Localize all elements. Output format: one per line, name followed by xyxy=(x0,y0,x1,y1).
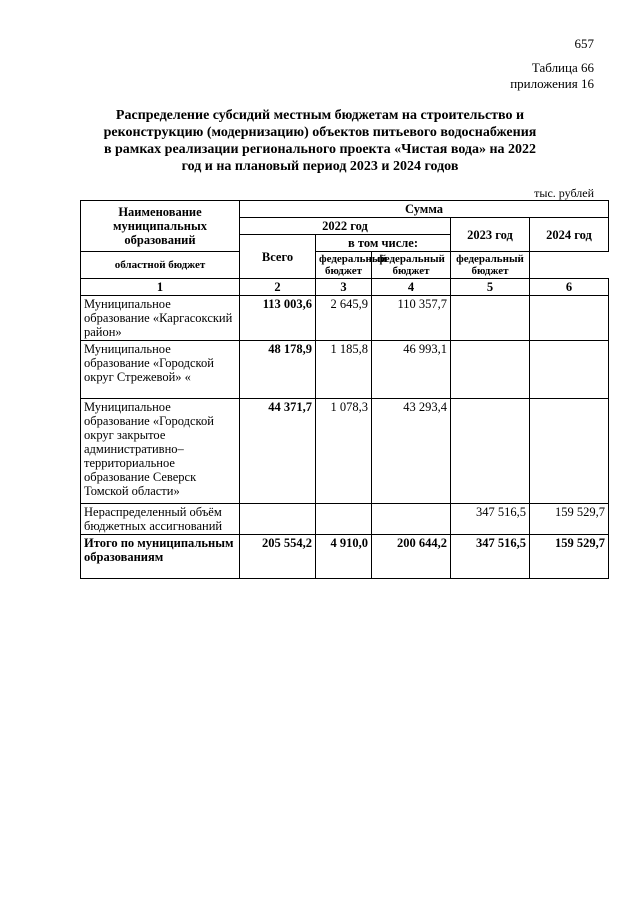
column-number: 3 xyxy=(316,279,372,296)
table-row xyxy=(81,504,609,535)
municipality-name: Муниципальное образование «Городской округ Стрежевой» « xyxy=(81,341,240,399)
year-2024-value xyxy=(530,341,609,399)
year-2024-value xyxy=(530,399,609,504)
table-reference xyxy=(510,60,594,92)
totals-total-value: 205 554,2 xyxy=(240,535,316,579)
header-federal-budget-2024: федеральный бюджет xyxy=(451,252,530,279)
header-including: в том числе: xyxy=(316,235,451,252)
subsidy-table xyxy=(80,200,609,579)
header-sum: Сумма xyxy=(240,201,609,218)
totals-federal-2022-value: 200 644,2 xyxy=(372,535,451,579)
total-value: 48 178,9 xyxy=(240,341,316,399)
units-label: тыс. рублей xyxy=(534,186,594,200)
header-municipality: Наименование муниципальных образований xyxy=(81,201,240,252)
header-year-2023: 2023 год xyxy=(451,218,530,252)
total-value: 44 371,7 xyxy=(240,399,316,504)
document-title: Распределение субсидий местным бюджетам на строительство и реконструкцию (модернизацию) объектов питьевого водоснабжения в рамках реализации регионального проекта «Чистая вода» на 2022 год и на плановый период 2023 и 2024 годов xyxy=(103,108,537,174)
page-number: 657 xyxy=(574,36,594,51)
total-value: 113 003,6 xyxy=(240,296,316,341)
regional-value: 2 645,9 xyxy=(316,296,372,341)
table-row xyxy=(81,296,609,341)
header-total: Всего xyxy=(240,235,316,279)
regional-value: 1 078,3 xyxy=(316,399,372,504)
municipality-name: Муниципальное образование «Каргасокский район» xyxy=(81,296,240,341)
totals-year-2023-value: 347 516,5 xyxy=(451,535,530,579)
column-number: 5 xyxy=(451,279,530,296)
year-2023-value xyxy=(451,296,530,341)
regional-value xyxy=(316,504,372,535)
totals-label: Итого по муниципальным образованиям xyxy=(81,535,240,579)
totals-regional-value: 4 910,0 xyxy=(316,535,372,579)
federal-2022-value: 43 293,4 xyxy=(372,399,451,504)
table-row xyxy=(81,399,609,504)
header-year-2022: 2022 год xyxy=(240,218,451,235)
totals-year-2024-value: 159 529,7 xyxy=(530,535,609,579)
year-2024-value xyxy=(530,296,609,341)
header-federal-budget-2023: федеральный бюджет xyxy=(372,252,451,279)
totals-row xyxy=(81,535,609,579)
column-number: 2 xyxy=(240,279,316,296)
total-value xyxy=(240,504,316,535)
federal-2022-value: 110 357,7 xyxy=(372,296,451,341)
table-row xyxy=(81,341,609,399)
municipality-name: Муниципальное образование «Городской округ закрытое административно–территориальное образование Северск Томской области» xyxy=(81,399,240,504)
column-number: 6 xyxy=(530,279,609,296)
year-2023-value: 347 516,5 xyxy=(451,504,530,535)
header-regional-budget: областной бюджет xyxy=(81,252,240,279)
regional-value: 1 185,8 xyxy=(316,341,372,399)
column-number: 4 xyxy=(372,279,451,296)
year-2024-value: 159 529,7 xyxy=(530,504,609,535)
municipality-name: Нераспределенный объём бюджетных ассигнований xyxy=(81,504,240,535)
header-federal-budget-2022: федеральный бюджет xyxy=(316,252,372,279)
year-2023-value xyxy=(451,341,530,399)
column-number: 1 xyxy=(81,279,240,296)
header-year-2024: 2024 год xyxy=(530,218,609,252)
year-2023-value xyxy=(451,399,530,504)
federal-2022-value xyxy=(372,504,451,535)
table-number: Таблица 66 xyxy=(531,60,594,75)
appendix-number: приложения 16 xyxy=(510,76,594,91)
federal-2022-value: 46 993,1 xyxy=(372,341,451,399)
